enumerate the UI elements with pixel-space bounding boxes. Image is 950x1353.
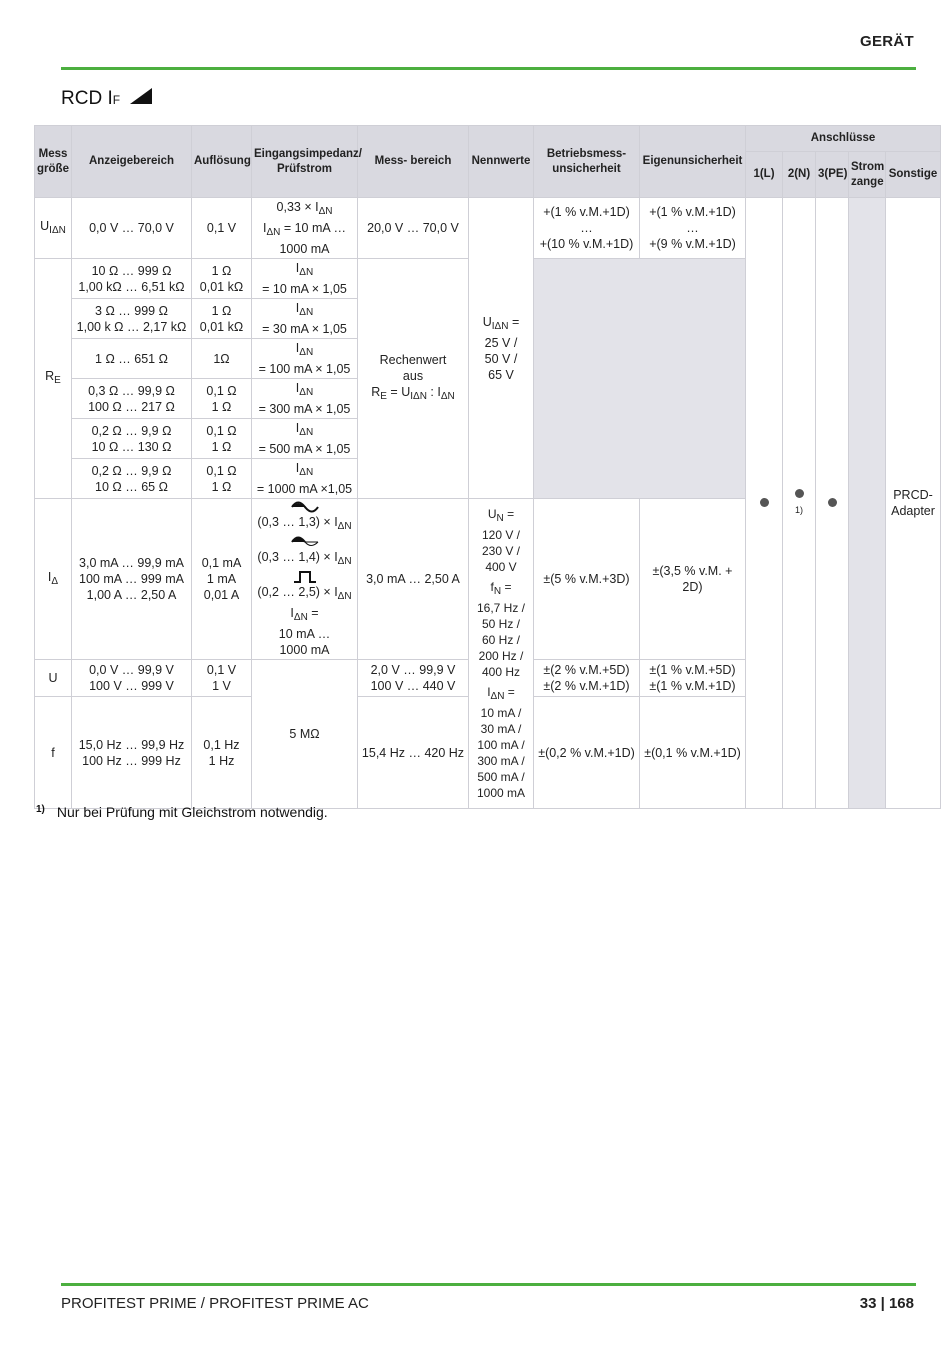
betriebsmess: ±(0,2 % v.M.+1D) (534, 697, 640, 809)
test-current: $I_{\Delta N}$ = 500 mA × 1,05 (252, 419, 358, 459)
resolution: 0,1 Ω 1 Ω (192, 379, 252, 419)
col-anschluesse: Anschlüsse (746, 126, 941, 152)
range: 15,0 Hz … 99,9 Hz 100 Hz … 999 Hz (72, 697, 192, 809)
test-current: $I_{\Delta N}$ = 100 mA × 1,05 (252, 339, 358, 379)
resolution: 0,1 Ω 1 Ω (192, 459, 252, 499)
col-pe: 3(PE) (816, 152, 849, 198)
col-l: 1(L) (746, 152, 783, 198)
empty-grey (534, 259, 746, 499)
range: 3 Ω … 999 Ω 1,00 k Ω … 2,17 kΩ (72, 299, 192, 339)
sine-wave-icon (290, 500, 320, 514)
conn-pe (816, 198, 849, 809)
col-anzeigebereich: Anzeigebereich (72, 126, 192, 198)
pulse-wave-icon (290, 570, 320, 584)
resolution: 0,1 V (192, 198, 252, 259)
conn-stromzange (849, 198, 886, 809)
page-number: 33 | 168 (859, 1295, 914, 1312)
resolution: 0,1 mA 1 mA 0,01 A (192, 499, 252, 660)
range: 0,0 V … 70,0 V (72, 198, 192, 259)
betriebsmess: ±(5 % v.M.+3D) (534, 499, 640, 660)
test-current: $I_{\Delta N}$ = 30 mA × 1,05 (252, 299, 358, 339)
resolution: 0,1 Hz 1 Hz (192, 697, 252, 809)
quantity-i-delta: $I_\Delta$ (35, 499, 72, 660)
half-sine-wave-icon (290, 535, 320, 549)
footnote: $^{1)}$ Nur bei Prüfung mit Gleichstrom notwendig. (36, 804, 328, 820)
impedance: $0,33 \times I_{\Delta N}$ $I_{\Delta N} = 10$ mA … 1000 mA (252, 198, 358, 259)
conn-l (746, 198, 783, 809)
section-label: GERÄT (860, 33, 914, 50)
table-row (35, 198, 941, 259)
range: 1 Ω … 651 Ω (72, 339, 192, 379)
test-current: $I_{\Delta N}$ = 300 mA × 1,05 (252, 379, 358, 419)
col-mess-groesse: Mess größe (35, 126, 72, 198)
spec-table (34, 125, 941, 809)
messbereich: 2,0 V … 99,9 V 100 V … 440 V (358, 660, 469, 697)
range: 10 Ω … 999 Ω 1,00 kΩ … 6,51 kΩ (72, 259, 192, 299)
test-current: $I_{\Delta N}$ = 1000 mA ×1,05 (252, 459, 358, 499)
col-aufloesung: Auflösung (192, 126, 252, 198)
conn-sonstige: PRCD- Adapter (886, 198, 941, 809)
footer-product: PROFITEST PRIME / PROFITEST PRIME AC (61, 1295, 369, 1312)
resolution: 1 Ω 0,01 kΩ (192, 299, 252, 339)
col-betriebsmess: Betriebsmess- unsicherheit (534, 126, 640, 198)
range: 0,0 V … 99,9 V 100 V … 999 V (72, 660, 192, 697)
messbereich: 3,0 mA … 2,50 A (358, 499, 469, 660)
bullet-icon (795, 489, 804, 498)
resolution: 0,1 V 1 V (192, 660, 252, 697)
messbereich: 15,4 Hz … 420 Hz (358, 697, 469, 809)
resolution: 0,1 Ω 1 Ω (192, 419, 252, 459)
quantity-re: $R_E$ (35, 259, 72, 499)
range: 0,2 Ω … 9,9 Ω 10 Ω … 130 Ω (72, 419, 192, 459)
betriebsmess: +(1 % v.M.+1D) … +(10 % v.M.+1D) (534, 198, 640, 259)
impedance-5m: 5 MΩ (252, 660, 358, 809)
footer-rule (61, 1283, 916, 1286)
range: 3,0 mA … 99,9 mA 100 mA … 999 mA 1,00 A … 2,50 A (72, 499, 192, 660)
eigenunsicherheit: ±(1 % v.M.+5D) ±(1 % v.M.+1D) (640, 660, 746, 697)
col-eigenunsicherheit: Eigenunsicherheit (640, 126, 746, 198)
nennwerte-main: $U_N$ = 120 V / 230 V / 400 V $f_N$ = 16,7 Hz / 50 Hz / 60 Hz / 200 Hz / 400 Hz $I_{\Delta N}$ = 10 mA / 30 mA / 100 mA / 300 mA / 500 mA / 1000 mA (469, 499, 534, 809)
col-eingangsimpedanz: Eingangsimpedanz/ Prüfstrom (252, 126, 358, 198)
col-n: 2(N) (783, 152, 816, 198)
eigenunsicherheit: ±(0,1 % v.M.+1D) (640, 697, 746, 809)
test-current: (0,3 … $1,3) \times I_{\Delta N}$ (0,3 … $1,4) \times I_{\Delta N}$ (0,2 … $2,5) \times I_{\Delta N}$ $I_{\Delta N}$ = 10 mA … 1000 mA (252, 499, 358, 660)
page-title: RCD I F (61, 88, 152, 110)
quantity-u: U (35, 660, 72, 697)
quantity-u-idn: $U_{I\Delta N}$ (35, 198, 72, 259)
header-rule (61, 67, 916, 70)
bullet-icon (760, 498, 769, 507)
conn-n: 1) (783, 198, 816, 809)
range: 0,3 Ω … 99,9 Ω 100 Ω … 217 Ω (72, 379, 192, 419)
eigenunsicherheit: ±(3,5 % v.M. + 2D) (640, 499, 746, 660)
col-nennwerte: Nennwerte (469, 126, 534, 198)
nennwerte-u: $U_{I\Delta N}$ = 25 V / 50 V / 65 V (469, 198, 534, 499)
test-current: $I_{\Delta N}$ = 10 mA × 1,05 (252, 259, 358, 299)
col-sonstige: Sonstige (886, 152, 941, 198)
quantity-f: f (35, 697, 72, 809)
ramp-icon (130, 88, 152, 104)
range: 0,2 Ω … 9,9 Ω 10 Ω … 65 Ω (72, 459, 192, 499)
messbereich: 20,0 V … 70,0 V (358, 198, 469, 259)
bullet-icon (828, 498, 837, 507)
resolution: 1 Ω 0,01 kΩ (192, 259, 252, 299)
eigenunsicherheit: +(1 % v.M.+1D) … +(9 % v.M.+1D) (640, 198, 746, 259)
messbereich-re: Rechenwert aus $R_E = U_{I\Delta N}$ : $I_{\Delta N}$ (358, 259, 469, 499)
col-messbereich: Mess- bereich (358, 126, 469, 198)
resolution: 1Ω (192, 339, 252, 379)
col-stromzange: Strom zange (849, 152, 886, 198)
betriebsmess: ±(2 % v.M.+5D) ±(2 % v.M.+1D) (534, 660, 640, 697)
